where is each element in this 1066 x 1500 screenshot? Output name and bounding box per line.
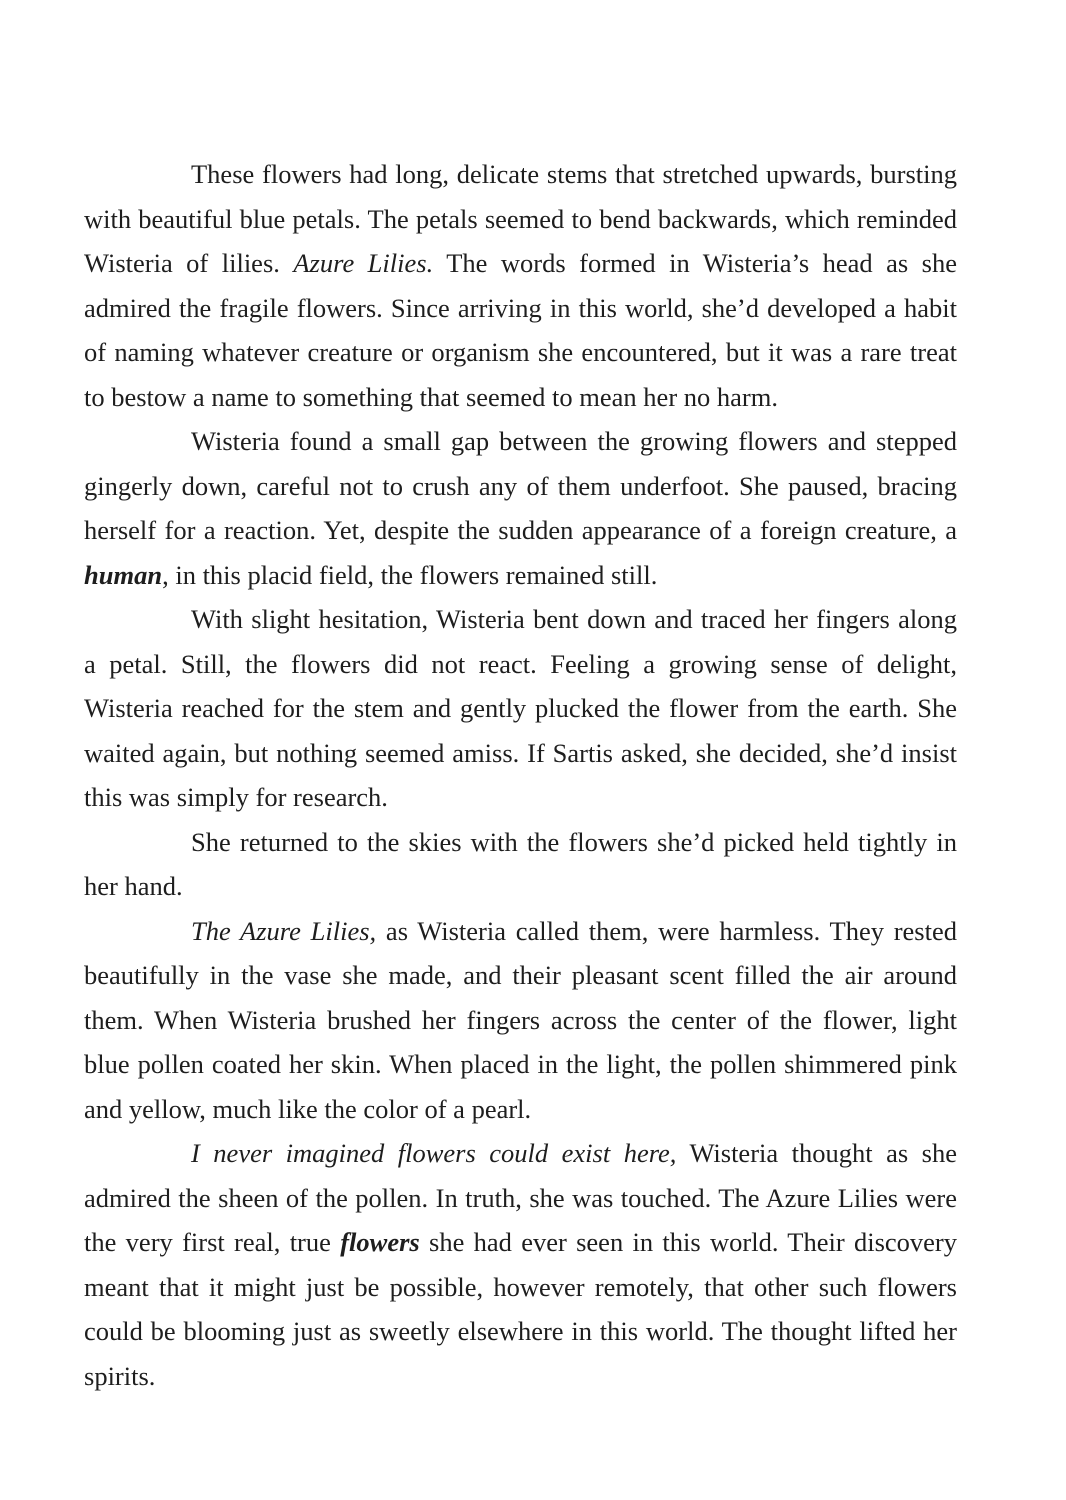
- paragraph: [84, 820, 957, 909]
- text-segment: Wisteria thought as she admired the sheen of the pollen. In truth, she was touched. The Azure Lilies were the very first real, true: [84, 1138, 957, 1257]
- text-segment: These flowers had long, delicate stems that stretched upwards, bursting with beautiful blue petals. The petals seemed to bend backwards, which reminded Wisteria of lilies.: [84, 159, 957, 278]
- emphasized-word: human: [84, 559, 163, 590]
- paragraph: [84, 909, 957, 1132]
- text-segment: The words formed in Wisteria’s head as she admired the fragile flowers. Since arriving in this world, she’d developed a habit of naming whatever creature or organism she encountered, but it was a rare treat to bestow a name to something that seemed to mean her no harm.: [84, 248, 957, 412]
- emphasized-word: flowers: [340, 1227, 420, 1257]
- paragraph: [84, 597, 957, 820]
- text-segment: She returned to the skies with the flowers she’d picked held tightly in her hand.: [84, 826, 957, 901]
- italic-text-segment: Azure Lilies.: [293, 248, 434, 278]
- book-page: [84, 152, 957, 1398]
- italic-text-segment: I never imagined flowers could exist here,: [191, 1138, 677, 1168]
- text-segment: she had ever seen in this world. Their discovery meant that it might just be possible, however remotely, that other such flowers could be blooming just as sweetly elsewhere in this world. The thought lifted her spirits.: [84, 1227, 957, 1391]
- paragraph: [84, 419, 957, 597]
- text-segment: , in this placid field, the flowers remained still.: [162, 559, 658, 590]
- text-segment: With slight hesitation, Wisteria bent down and traced her fingers along a petal. Still, the flowers did not react. Feeling a growing sense of delight, Wisteria reached for the stem and gently plucked the flower from the earth. She waited again, but nothing seemed amiss. If Sartis asked, she decided, she’d insist this was simply for research.: [84, 604, 957, 812]
- italic-text-segment: The Azure Lilies,: [191, 915, 377, 946]
- paragraph: [84, 152, 957, 419]
- paragraph: [84, 1131, 957, 1398]
- text-segment: Wisteria found a small gap between the growing flowers and stepped gingerly down, careful not to crush any of them underfoot. She paused, bracing herself for a reaction. Yet, despite the sudden appearance of a foreign creature, a: [84, 426, 957, 545]
- text-segment: as Wisteria called them, were harmless. They rested beautifully in the vase she made, and their pleasant scent filled the air around them. When Wisteria brushed her fingers across the center of the flower, light blue pollen coated her skin. When placed in the light, the pollen shimmered pink and yellow, much like the color of a pearl.: [84, 915, 957, 1124]
